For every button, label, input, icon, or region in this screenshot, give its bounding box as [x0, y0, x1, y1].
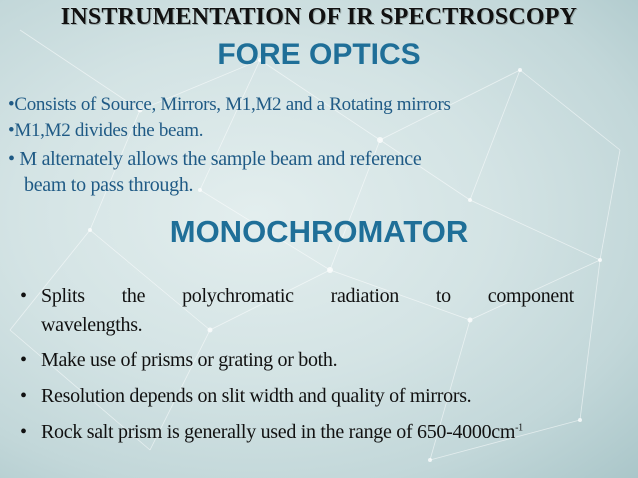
- bullet-2-text: Make use of prisms or grating or both.: [41, 349, 338, 371]
- bullet-3-text: Resolution depends on slit width and quality of mirrors.: [41, 385, 472, 407]
- bullet-1-line-2: wavelengths.: [41, 314, 143, 336]
- bullet-1-word: to: [435, 285, 451, 307]
- bullet-1-word: radiation: [330, 285, 400, 307]
- fore-optics-line-3: • M alternately allows the sample beam and reference: [8, 148, 422, 170]
- fore-optics-heading: FORE OPTICS: [217, 38, 421, 71]
- bullet-1-word: Splits: [41, 285, 85, 307]
- monochromator-heading: MONOCHROMATOR: [169, 214, 469, 249]
- bullet-marker: •: [20, 349, 28, 371]
- bullet-marker: •: [20, 421, 28, 443]
- bullet-marker: •: [20, 385, 28, 407]
- bullet-1-word: component: [487, 285, 574, 307]
- bullet-1-line-1: [41, 285, 574, 308]
- fore-optics-line-1: •Consists of Source, Mirrors, M1,M2 and a Rotating mirrors: [8, 94, 451, 115]
- fore-optics-line-2: •M1,M2 divides the beam.: [8, 120, 204, 141]
- bullet-marker: •: [20, 285, 28, 307]
- bullet-4-main: Rock salt prism is generally used in the range of 650-4000cm: [41, 421, 516, 443]
- fore-optics-line-4: beam to pass through.: [24, 174, 194, 196]
- slide-title: INSTRUMENTATION OF IR SPECTROSCOPY: [60, 4, 578, 30]
- bullet-4-superscript: -1: [515, 422, 523, 434]
- bullet-4-text: [41, 421, 523, 444]
- bullet-1-word: polychromatic: [182, 285, 294, 307]
- bullet-1-word: the: [121, 285, 146, 307]
